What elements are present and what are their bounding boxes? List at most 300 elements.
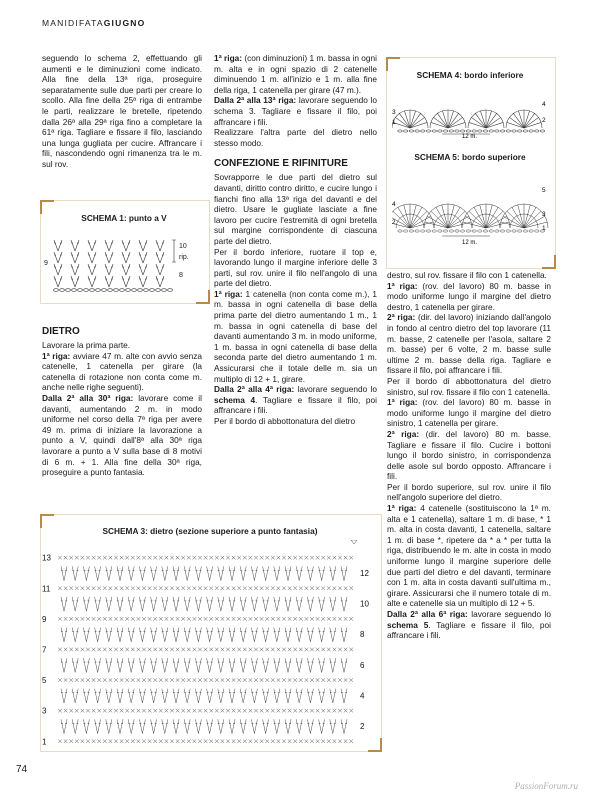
stitch-symbol (215, 739, 219, 743)
stitch-symbol (316, 709, 320, 713)
repeat-width-label: 12 m. (462, 134, 478, 140)
stitch-symbol (333, 648, 337, 652)
row-text: (dir. del lavoro) iniziando dall'angolo in fondo al centro dietro del top lavorare (11 m. basse, 2 catenelle per l'asola, saltare 2 m. basse) per 6 volte, 2 m. basse sulle ultime 2 m. basse della riga. Tagliare e fissare il filo, poi affrancare i fili. (387, 312, 551, 376)
stitch-symbol (251, 658, 257, 672)
stitch-symbol (139, 597, 145, 611)
stitch-symbol (285, 689, 291, 703)
stitch-symbol (299, 709, 303, 713)
stitch-symbol (535, 130, 539, 132)
stitch-symbol (142, 586, 146, 590)
stitch-symbol (333, 678, 337, 682)
row-label: 2ª riga: (387, 428, 420, 439)
stitch-symbol (349, 586, 353, 590)
stitch-symbol (327, 678, 331, 682)
stitch-symbol (341, 597, 347, 611)
stitch-symbol (232, 709, 236, 713)
stitch-symbol (293, 556, 297, 560)
stitch-symbol (81, 678, 85, 682)
stitch-symbol (327, 709, 331, 713)
stitch-symbol (204, 586, 208, 590)
stitch-symbol (103, 739, 107, 743)
stitch-symbol (288, 556, 292, 560)
stitch-symbol (151, 689, 157, 703)
stitch-symbol (486, 113, 497, 128)
stitch-symbol (75, 739, 79, 743)
stitch-symbol (137, 739, 141, 743)
paragraph: Per il bordo inferiore, ruotare il top e, lavorando lungo il margine inferiore delle 3 parti, sul rov. unire il filo nell'angolo di una parte del dietro. (214, 246, 377, 289)
stitch-symbol (260, 586, 264, 590)
stitch-symbol (120, 648, 124, 652)
stitch-symbol (293, 586, 297, 590)
paragraph (387, 281, 551, 313)
stitch-symbol (162, 689, 168, 703)
stitch-symbol (215, 556, 219, 560)
stitch-symbol (307, 689, 313, 703)
stitch-symbol (333, 709, 337, 713)
stitch-symbol (316, 648, 320, 652)
stitch-symbol (215, 678, 219, 682)
stitch-symbol (282, 556, 286, 560)
stitch-symbol (195, 719, 201, 733)
stitch-symbol (232, 556, 236, 560)
row-number: 6 (360, 660, 365, 670)
stitch-symbol (120, 586, 124, 590)
schema-3-title: SCHEMA 3: dietro (sezione superiore a punto fantasia) (102, 526, 318, 536)
stitch-symbol (109, 678, 113, 682)
stitch-symbol (243, 678, 247, 682)
stitch-symbol (176, 617, 180, 621)
stitch-symbol (64, 739, 68, 743)
stitch-symbol (232, 739, 236, 743)
stitch-symbol (207, 566, 213, 580)
stitch-symbol (218, 566, 224, 580)
row-number: 7 (42, 645, 47, 655)
stitch-symbol (274, 628, 280, 642)
stitch-symbol (170, 648, 174, 652)
row-label: Dalla 2ª alla 13ª riga: (214, 95, 297, 106)
schema-3-diagram (42, 540, 378, 748)
stitch-symbol (148, 556, 152, 560)
stitch-symbol (86, 739, 90, 743)
stitch-symbol (215, 709, 219, 713)
stitch-symbol (207, 658, 213, 672)
stitch-symbol (271, 617, 275, 621)
row-label: 4 (542, 101, 546, 108)
stitch-symbol (271, 648, 275, 652)
stitch-symbol (187, 617, 191, 621)
stitch-symbol (72, 597, 78, 611)
stitch-symbol (187, 648, 191, 652)
stitch-symbol (296, 566, 302, 580)
stitch-symbol (144, 289, 149, 292)
stitch-symbol (193, 617, 197, 621)
stitch-symbol (518, 111, 524, 128)
stitch-symbol (195, 658, 201, 672)
paragraph: Per il bordo superiore, sul rov. unire il filo nell'angolo superiore del dietro. (387, 481, 551, 503)
paragraph (387, 609, 551, 641)
stitch-symbol (114, 586, 118, 590)
stitch-symbol (75, 586, 79, 590)
stitch-symbol (305, 709, 309, 713)
section-heading: CONFEZIONE E RIFINITURE (214, 158, 348, 170)
stitch-symbol (240, 566, 246, 580)
stitch-symbol (153, 709, 157, 713)
stitch-symbol (86, 586, 90, 590)
stitch-symbol (221, 556, 225, 560)
stitch-symbol (478, 230, 482, 232)
stitch-symbol (64, 648, 68, 652)
stitch-symbol (92, 739, 96, 743)
stitch-symbol (349, 556, 353, 560)
corner-decoration (386, 57, 400, 71)
stitch-symbol (285, 597, 291, 611)
stitch-symbol (106, 719, 112, 733)
stitch-symbol (117, 566, 123, 580)
stitch-symbol (71, 276, 79, 287)
stitch-symbol (399, 113, 410, 128)
row-number: 9 (42, 614, 47, 624)
stitch-symbol (209, 678, 213, 682)
stitch-symbol (173, 566, 179, 580)
stitch-symbol (156, 276, 164, 287)
stitch-symbol (109, 648, 113, 652)
stitch-symbol (480, 111, 486, 128)
stitch-symbol (240, 719, 246, 733)
stitch-symbol (433, 117, 448, 128)
stitch-symbol (142, 617, 146, 621)
stitch-symbol (165, 586, 169, 590)
stitch-symbol (97, 678, 101, 682)
stitch-symbol (285, 566, 291, 580)
stitch-symbol (240, 689, 246, 703)
stitch-symbol (162, 658, 168, 672)
stitch-symbol (254, 709, 258, 713)
stitch-symbol (187, 678, 191, 682)
row-text: (rov. del lavoro) 80 m. basse in modo uniforme lungo il margine del dietro sinistro, 1 catenella per girare. (387, 397, 551, 429)
stitch-symbol (109, 617, 113, 621)
stitch-symbol (229, 566, 235, 580)
stitch-symbol (128, 719, 134, 733)
stitch-symbol (88, 252, 96, 263)
stitch-symbol (207, 628, 213, 642)
row-text: lavorare come il davanti, aumentando 2 m. in modo uniforme nel corso della 7ª riga per avere 49 m. prima di iniziare la lavorazione a punto a V, quindi dall'8ª alla 30ª riga lavorare a punto a V sulla base di 8 motivi di 6 m. + 1. Alla fine della 30ª riga, proseguire a punto fantasia. (42, 392, 202, 478)
stitch-symbol (165, 617, 169, 621)
stitch-symbol (319, 597, 325, 611)
stitch-symbol (181, 617, 185, 621)
stitch-symbol (105, 264, 113, 275)
stitch-symbol (471, 117, 486, 128)
stitch-symbol (139, 566, 145, 580)
stitch-symbol (151, 566, 157, 580)
stitch-symbol (215, 586, 219, 590)
stitch-symbol (139, 658, 145, 672)
stitch-symbol (153, 648, 157, 652)
stitch-symbol (114, 678, 118, 682)
stitch-symbol (151, 658, 157, 672)
stitch-symbol (165, 556, 169, 560)
stitch-symbol (404, 205, 410, 228)
stitch-symbol (432, 230, 436, 232)
stitch-symbol (221, 709, 225, 713)
stitch-symbol (243, 709, 247, 713)
stitch-symbol (105, 240, 113, 251)
stitch-symbol (333, 586, 337, 590)
stitch-symbol (288, 617, 292, 621)
stitch-symbol (282, 739, 286, 743)
stitch-symbol (237, 586, 241, 590)
stitch-symbol (426, 130, 430, 132)
stitch-symbol (139, 689, 145, 703)
stitch-symbol (327, 617, 331, 621)
stitch-symbol (176, 678, 180, 682)
stitch-symbol (97, 739, 101, 743)
stitch-symbol (243, 648, 247, 652)
stitch-symbol (162, 566, 168, 580)
stitch-symbol (120, 739, 124, 743)
stitch-symbol (524, 111, 530, 128)
stitch-symbol (249, 739, 253, 743)
row-label: 3 (392, 109, 396, 116)
stitch-symbol (319, 719, 325, 733)
stitch-symbol (95, 597, 101, 611)
stitch-symbol (117, 597, 123, 611)
stitch-symbol (249, 678, 253, 682)
stitch-symbol (415, 230, 419, 232)
stitch-symbol (237, 556, 241, 560)
stitch-symbol (142, 739, 146, 743)
stitch-symbol (344, 678, 348, 682)
row-label: 1ª riga: (387, 280, 418, 291)
stitch-symbol (327, 648, 331, 652)
stitch-symbol (184, 658, 190, 672)
stitch-symbol (229, 719, 235, 733)
stitch-symbol (137, 556, 141, 560)
stitch-symbol (159, 648, 163, 652)
stitch-symbol (83, 597, 89, 611)
stitch-symbol (142, 556, 146, 560)
stitch-symbol (72, 658, 78, 672)
stitch-symbol (209, 586, 213, 590)
stitch-symbol (448, 222, 471, 228)
stitch-symbol (307, 628, 313, 642)
stitch-symbol (218, 628, 224, 642)
stitch-symbol (137, 586, 141, 590)
stitch-symbol (159, 586, 163, 590)
stitch-symbol (327, 586, 331, 590)
stitch-symbol (218, 658, 224, 672)
stitch-symbol (61, 597, 67, 611)
stitch-symbol (330, 628, 336, 642)
stitch-symbol (114, 648, 118, 652)
stitch-symbol (466, 130, 470, 132)
paragraph (387, 397, 551, 429)
stitch-symbol (170, 678, 174, 682)
stitch-symbol (114, 289, 119, 292)
stitch-symbol (156, 289, 161, 292)
stitch-symbol (299, 586, 303, 590)
stitch-symbol (209, 617, 213, 621)
stitch-symbol (81, 617, 85, 621)
paragraph: Per il bordo di abbottonatura del dietro (214, 416, 356, 426)
stitch-symbol (125, 617, 129, 621)
stitch-symbol (249, 648, 253, 652)
stitch-symbol (151, 597, 157, 611)
stitch-symbol (142, 648, 146, 652)
stitch-symbol (540, 130, 544, 132)
stitch-symbol (125, 586, 129, 590)
stitch-symbol (410, 205, 416, 228)
stitch-symbol (195, 628, 201, 642)
stitch-symbol (209, 709, 213, 713)
stitch-symbol (122, 264, 130, 275)
stitch-symbol (207, 597, 213, 611)
stitch-symbol (64, 556, 68, 560)
stitch-symbol (106, 628, 112, 642)
stitch-symbol (232, 678, 236, 682)
stitch-symbol (193, 709, 197, 713)
stitch-symbol (86, 678, 90, 682)
stitch-symbol (288, 678, 292, 682)
stitch-symbol (103, 678, 107, 682)
stitch-symbol (338, 739, 342, 743)
paragraph (214, 384, 377, 416)
stitch-symbol (448, 113, 459, 128)
stitch-symbol (58, 709, 62, 713)
stitch-symbol (254, 678, 258, 682)
stitch-symbol (299, 556, 303, 560)
stitch-symbol (173, 658, 179, 672)
stitch-symbol (109, 739, 113, 743)
stitch-symbol (307, 597, 313, 611)
stitch-symbol (344, 617, 348, 621)
stitch-symbol (240, 628, 246, 642)
stitch-symbol (321, 586, 325, 590)
paragraph: Sovrapporre le due parti del dietro sul davanti, diritto contro diritto, e cucire lungo i fianchi fino alla 13ª riga del davanti e del dietro. Usare le gugliate lasciate a fine lavoro per cucire l'estremità di ogni bretella sul margine corrispondente di ciascuna parte del dietro. (214, 172, 377, 246)
stitch-symbol (162, 628, 168, 642)
stitch-symbol (75, 648, 79, 652)
dietro-section (42, 320, 202, 478)
stitch-symbol (254, 586, 258, 590)
stitch-symbol (66, 289, 71, 292)
stitch-symbol (156, 264, 164, 275)
column-1-top (42, 53, 202, 170)
stitch-symbol (207, 719, 213, 733)
stitch-symbol (395, 117, 410, 128)
stitch-symbol (288, 648, 292, 652)
stitch-symbol (263, 719, 269, 733)
stitch-symbol (260, 617, 264, 621)
stitch-symbol (142, 678, 146, 682)
stitch-symbol (97, 648, 101, 652)
stitch-symbol (181, 739, 185, 743)
stitch-symbol (176, 586, 180, 590)
stitch-symbol (92, 648, 96, 652)
stitch-symbol (249, 617, 253, 621)
stitch-symbol (489, 130, 493, 132)
stitch-symbol (513, 113, 524, 128)
paragraph (214, 289, 377, 384)
stitch-symbol (448, 111, 454, 128)
stitch-symbol (271, 586, 275, 590)
stitch-symbol (249, 556, 253, 560)
stitch-symbol (341, 628, 347, 642)
stitch-symbol (114, 556, 118, 560)
stitch-symbol (338, 617, 342, 621)
stitch-symbol (81, 556, 85, 560)
stitch-symbol (184, 566, 190, 580)
stitch-symbol (277, 678, 281, 682)
stitch-symbol (344, 586, 348, 590)
stitch-symbol (251, 719, 257, 733)
stitch-symbol (148, 586, 152, 590)
stitch-symbol (139, 252, 147, 263)
stitch-symbol (151, 719, 157, 733)
stitch-symbol (240, 658, 246, 672)
stitch-symbol (132, 289, 137, 292)
stitch-symbol (226, 556, 230, 560)
stitch-symbol (486, 117, 501, 128)
stitch-symbol (251, 566, 257, 580)
stitch-symbol (310, 617, 314, 621)
stitch-symbol (156, 252, 164, 263)
stitch-symbol (338, 709, 342, 713)
stitch-symbol (333, 739, 337, 743)
page-number: 74 (16, 764, 28, 775)
stitch-symbol (327, 556, 331, 560)
stitch-symbol (443, 130, 447, 132)
stitch-symbol (69, 617, 73, 621)
stitch-symbol (58, 586, 62, 590)
stitch-symbol (204, 678, 208, 682)
stitch-symbol (69, 648, 73, 652)
stitch-symbol (282, 678, 286, 682)
column-3 (387, 270, 551, 641)
stitch-symbol (58, 617, 62, 621)
stitch-symbol (106, 689, 112, 703)
stitch-symbol (83, 566, 89, 580)
stitch-symbol (344, 709, 348, 713)
stitch-symbol (122, 276, 130, 287)
stitch-symbol (338, 586, 342, 590)
row-label: 1ª riga: (214, 53, 243, 63)
stitch-symbol (109, 556, 113, 560)
stitch-symbol (148, 739, 152, 743)
stitch-symbol (299, 739, 303, 743)
stitch-symbol (486, 205, 492, 228)
stitch-symbol (495, 130, 499, 132)
stitch-symbol (109, 586, 113, 590)
repeat-width-label: 12 m. (462, 240, 478, 246)
stitch-symbol (215, 617, 219, 621)
stitch-symbol (282, 648, 286, 652)
schema-5-title: SCHEMA 5: bordo superiore (414, 152, 526, 162)
stitch-symbol (69, 678, 73, 682)
stitch-symbol (296, 597, 302, 611)
stitch-symbol (226, 648, 230, 652)
stitch-symbol (131, 648, 135, 652)
stitch-symbol (321, 739, 325, 743)
stitch-symbol (184, 689, 190, 703)
stitch-symbol (195, 597, 201, 611)
stitch-symbol (150, 289, 155, 292)
stitch-symbol (338, 678, 342, 682)
stitch-symbol (282, 709, 286, 713)
stitch-symbol (316, 739, 320, 743)
stitch-symbol (226, 617, 230, 621)
row-label: 5 (542, 187, 546, 194)
stitch-symbol (486, 111, 492, 128)
stitch-symbol (54, 276, 62, 287)
